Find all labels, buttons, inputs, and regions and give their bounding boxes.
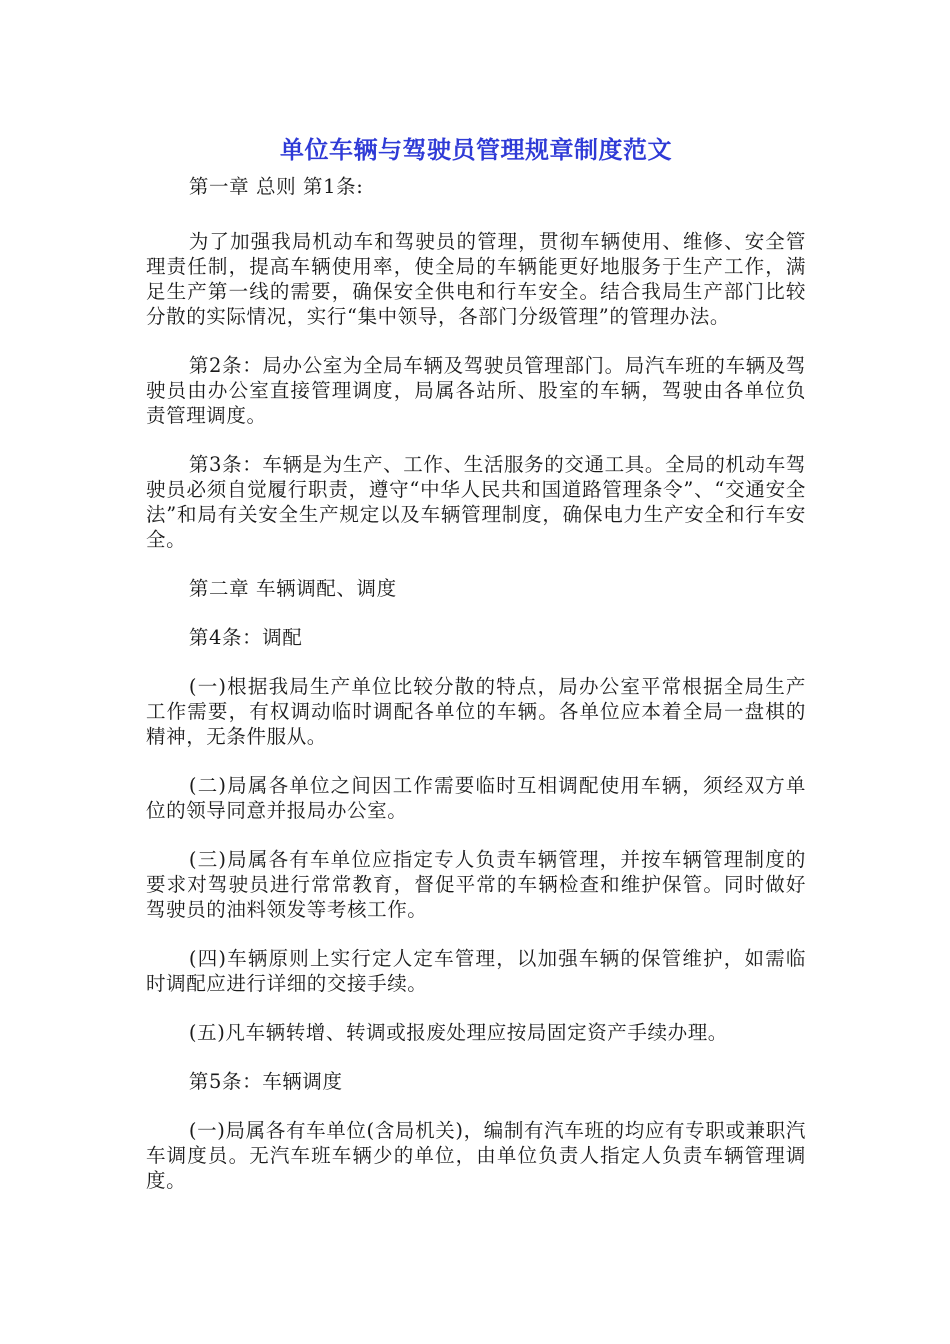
article-5-item-1: (一)局属各有车单位(含局机关)，编制有汽车班的均应有专职或兼职汽车调度员。无汽车班车辆少的单位，由单位负责人指定人负责车辆管理调度。 — [146, 1119, 806, 1192]
article-4-item-5: (五)凡车辆转增、转调或报废处理应按局固定资产手续办理。 — [188, 1021, 728, 1044]
article-3-text: 第3条：车辆是为生产、工作、生活服务的交通工具。全局的机动车驾驶员必须自觉履行职责，遵守“中华人民共和国道路管理条令”、“交通安全法”和局有关安全生产规定以及车辆管理制度，确保电力生产安全和行车安全。 — [146, 453, 806, 551]
article-4-item-1: (一)根据我局生产单位比较分散的特点，局办公室平常根据全局生产工作需要，有权调动临时调配各单位的车辆。各单位应本着全局一盘棋的精神，无条件服从。 — [146, 675, 806, 748]
article-2-text: 第2条：局办公室为全局车辆及驾驶员管理部门。局汽车班的车辆及驾驶员由办公室直接管理调度，局属各站所、股室的车辆，驾驶由各单位负责管理调度。 — [146, 354, 806, 427]
chapter-1-heading: 第一章 总则 第1条: — [188, 175, 364, 198]
chapter-2-heading: 第二章 车辆调配、调度 — [188, 577, 397, 600]
article-4-heading: 第4条：调配 — [188, 626, 303, 649]
article-5-heading: 第5条：车辆调度 — [188, 1070, 343, 1093]
article-4-item-3: (三)局属各有车单位应指定专人负责车辆管理，并按车辆管理制度的要求对驾驶员进行常常教育，督促平常的车辆检查和维护保管。同时做好驾驶员的油料领发等考核工作。 — [146, 848, 806, 921]
document-page — [146, 130, 806, 1217]
document-title: 单位车辆与驾驶员管理规章制度范文 — [280, 136, 672, 164]
article-4-item-2: (二)局属各单位之间因工作需要临时互相调配使用车辆，须经双方单位的领导同意并报局办公室。 — [146, 774, 806, 822]
article-1-text: 为了加强我局机动车和驾驶员的管理，贯彻车辆使用、维修、安全管理责任制，提高车辆使用率，使全局的车辆能更好地服务于生产工作，满足生产第一线的需要，确保安全供电和行车安全。结合我局生产部门比较分散的实际情况，实行“集中领导，各部门分级管理”的管理办法。 — [146, 230, 806, 328]
article-4-item-4: (四)车辆原则上实行定人定车管理，以加强车辆的保管维护，如需临时调配应进行详细的交接手续。 — [146, 947, 806, 995]
